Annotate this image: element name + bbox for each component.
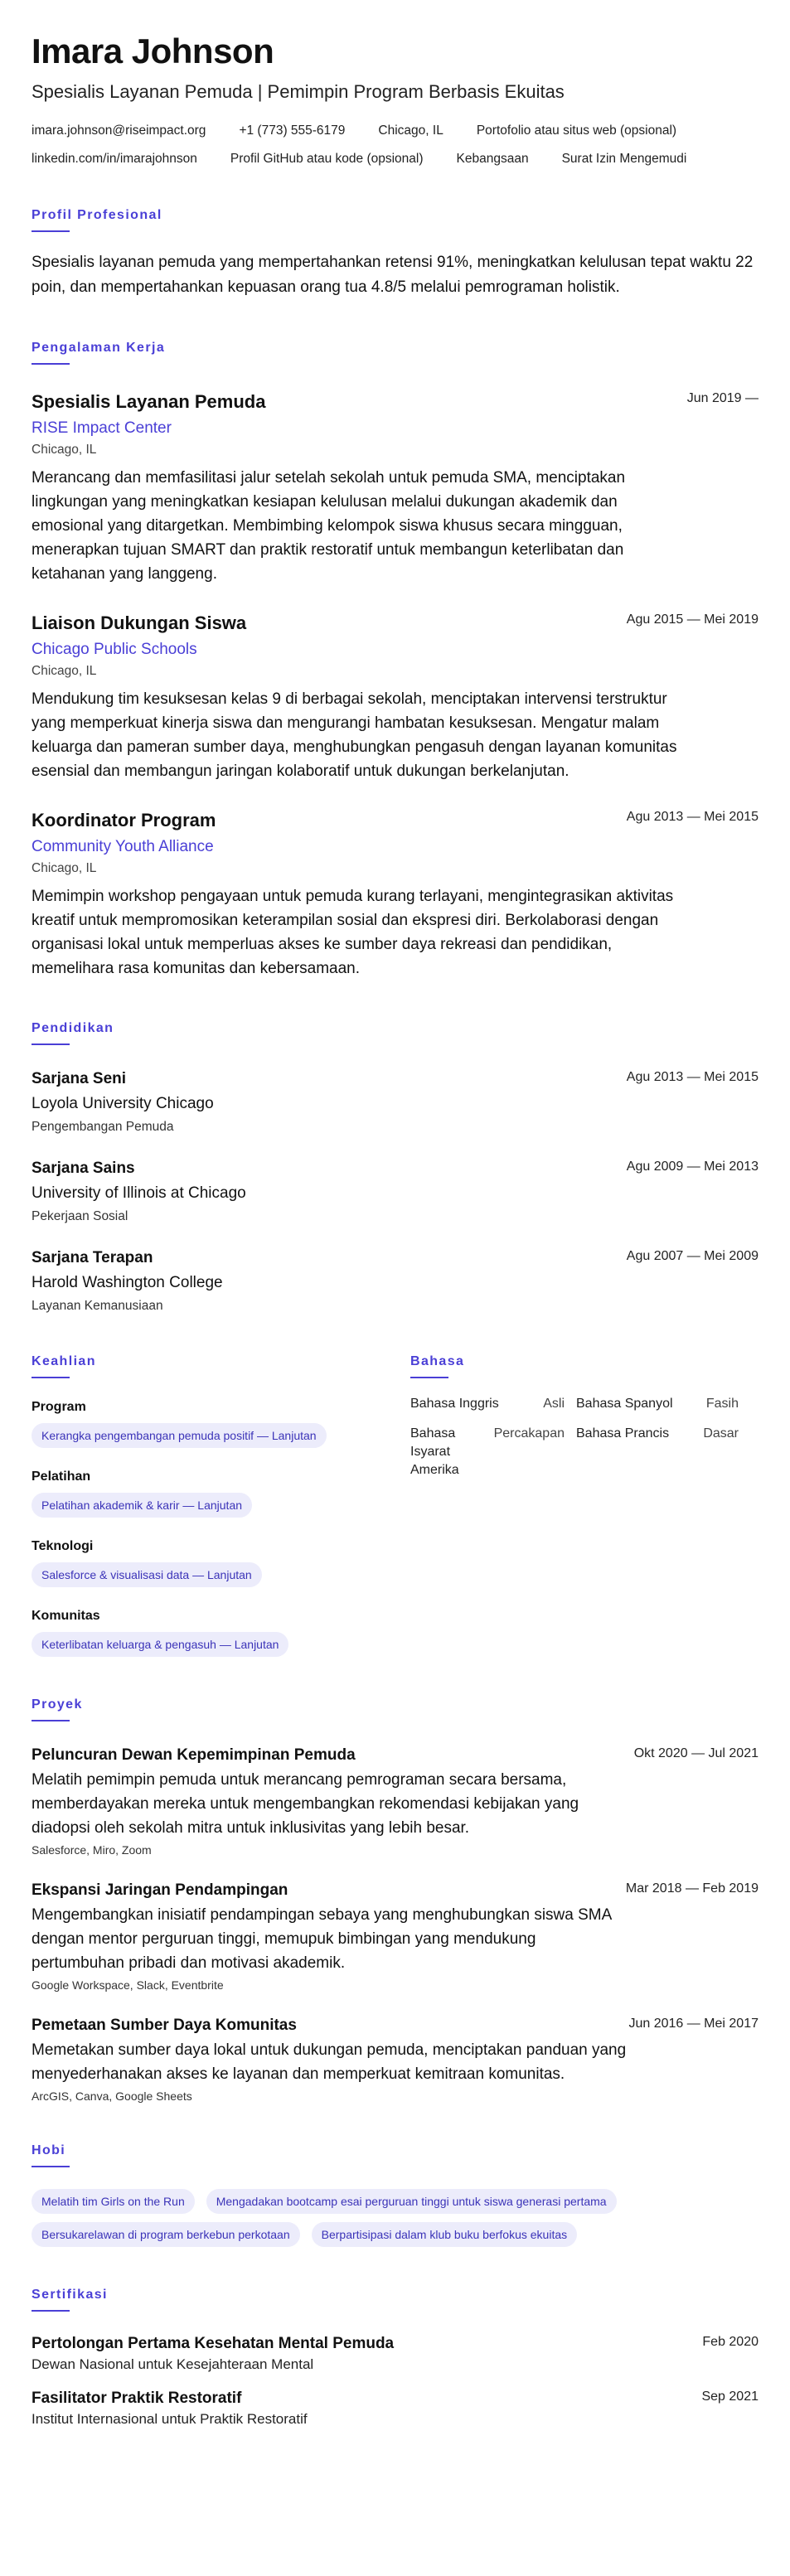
language-level: Fasih (705, 1397, 739, 1411)
skill-category: Pelatihan (32, 1470, 91, 1484)
language-level: Percakapan (493, 1426, 565, 1441)
skills-section (32, 1353, 410, 1657)
languages-section (410, 1353, 758, 1657)
education-date: Agu 2007 — Mei 2009 (626, 1249, 758, 1263)
education-field: Layanan Kemanusiaan (32, 1299, 163, 1313)
hobby-list (32, 2181, 711, 2247)
education-entry (32, 1068, 758, 1135)
language-item (410, 1395, 576, 1413)
project-date: Jun 2016 — Mei 2017 (628, 2017, 758, 2031)
education-date: Agu 2013 — Mei 2015 (626, 1070, 758, 1084)
section-divider (410, 1377, 448, 1378)
section-divider (32, 230, 70, 232)
certification-issuer: Dewan Nasional untuk Kesejahteraan Mental (32, 2356, 314, 2372)
certification-date: Feb 2020 (702, 2335, 758, 2349)
certification-date: Sep 2021 (701, 2390, 758, 2404)
section-divider (32, 363, 70, 365)
candidate-name: Imara Johnson (32, 31, 274, 70)
project-title: Ekspansi Jaringan Pendampingan (32, 1881, 288, 1899)
project-entry (32, 1880, 758, 1992)
section-title: Proyek (32, 1697, 83, 1712)
project-entry (32, 1745, 758, 1857)
section-divider (32, 1043, 70, 1045)
certification-issuer: Institut Internasional untuk Praktik Restoratif (32, 2411, 308, 2427)
project-description: Memetakan sumber daya lokal untuk dukungan pemuda, menciptakan panduan yang menyederhanakan akses ke layanan dan memperkuat kemitraan komunitas. (32, 2041, 627, 2083)
contact-portfolio[interactable]: Portofolio atau situs web (opsional) (476, 123, 677, 138)
project-description: Mengembangkan inisiatif pendampingan sebaya yang menghubungkan siswa SMA dengan mentor perguruan tinggi, memupuk bimbingan yang mendukung pertumbuhan pribadi dan motivasi akademik. (32, 1906, 612, 1972)
resume-header (32, 30, 758, 167)
section-title: Pengalaman Kerja (32, 341, 166, 355)
education-entry (32, 1158, 758, 1224)
skills-languages-row (32, 1353, 758, 1657)
certification-name: Pertolongan Pertama Kesehatan Mental Pemuda (32, 2335, 395, 2352)
skill-tag: Kerangka pengembangan pemuda positif — Lanjutan (32, 1423, 327, 1448)
section-divider (32, 1720, 70, 1721)
contact-license: Surat Izin Mengemudi (561, 152, 687, 166)
job-entry (32, 390, 758, 586)
contact-linkedin[interactable]: linkedin.com/in/imarajohnson (32, 152, 197, 166)
language-name: Bahasa Inggris (410, 1397, 499, 1411)
section-divider (32, 1377, 70, 1378)
job-description: Mendukung tim kesuksesan kelas 9 di berbagai sekolah, menciptakan intervensi terstruktur yang memperkuat kinerja siswa dan mengurangi hambatan kesuksesan. Mengatur malam keluarga dan pameran sumber daya, menghubungkan pengasuh dengan layanan komunitas esensial dan membangun jaringan kolaboratif untuk dukungan berkelanjutan. (32, 690, 677, 780)
job-organization: Community Youth Alliance (32, 838, 214, 855)
contact-list (32, 123, 758, 167)
language-item (576, 1425, 750, 1479)
job-organization: Chicago Public Schools (32, 641, 197, 658)
section-divider (32, 2166, 70, 2167)
section-title: Bahasa (410, 1354, 465, 1368)
skill-category: Program (32, 1400, 86, 1414)
hobbies-section (32, 2143, 758, 2247)
project-tools: Salesforce, Miro, Zoom (32, 1843, 152, 1857)
language-item (410, 1425, 576, 1479)
project-description: Melatih pemimpin pemuda untuk merancang pemrograman secara bersama, memberdayakan mereka untuk mengembangkan rekomendasi kebijakan yang diadopsi oleh sekolah mitra untuk inklusivitas yang lebih besar. (32, 1771, 579, 1837)
skill-category: Komunitas (32, 1609, 100, 1623)
job-description: Memimpin workshop pengayaan untuk pemuda kurang terlayani, mengintegrasikan aktivitas kreatif untuk mempromosikan keterampilan sosial dan ekspresi diri. Berkolaborasi dengan organisasi lokal untuk memperluas akses ke sumber daya rekreasi dan pendidikan, memelihara rasa komunitas dan kebersamaan. (32, 888, 674, 977)
certification-name: Fasilitator Praktik Restoratif (32, 2390, 242, 2407)
education-school: University of Illinois at Chicago (32, 1184, 246, 1202)
projects-section (32, 1697, 758, 2103)
language-list (410, 1395, 758, 1479)
job-location: Chicago, IL (32, 861, 97, 875)
education-field: Pengembangan Pemuda (32, 1120, 174, 1134)
skill-tag: Keterlibatan keluarga & pengasuh — Lanjutan (32, 1632, 288, 1657)
language-name: Bahasa Isyarat Amerika (410, 1426, 459, 1477)
project-date: Okt 2020 — Jul 2021 (633, 1746, 758, 1760)
job-entry (32, 808, 758, 981)
skill-category: Teknologi (32, 1539, 94, 1553)
education-school: Harold Washington College (32, 1274, 223, 1291)
job-title: Spesialis Layanan Pemuda (32, 391, 266, 412)
section-divider (32, 2310, 70, 2312)
candidate-headline: Spesialis Layanan Pemuda | Pemimpin Program Berbasis Ekuitas (32, 81, 565, 102)
education-date: Agu 2009 — Mei 2013 (626, 1160, 758, 1174)
job-title: Liaison Dukungan Siswa (32, 613, 247, 633)
job-date: Agu 2015 — Mei 2019 (626, 613, 758, 627)
project-title: Peluncuran Dewan Kepemimpinan Pemuda (32, 1746, 356, 1764)
section-title: Profil Profesional (32, 208, 162, 222)
job-title: Koordinator Program (32, 810, 216, 830)
language-name: Bahasa Prancis (576, 1426, 670, 1441)
section-title: Keahlian (32, 1354, 96, 1368)
education-field: Pekerjaan Sosial (32, 1209, 128, 1223)
hobby-tag: Bersukarelawan di program berkebun perkotaan (32, 2222, 300, 2247)
hobby-tag: Berpartisipasi dalam klub buku berfokus ekuitas (312, 2222, 578, 2247)
job-description: Merancang dan memfasilitasi jalur setelah sekolah untuk pemuda SMA, menciptakan lingkungan yang meningkatkan kesiapan kelulusan melalui dukungan akademik dan emosional yang ditargetkan. Membimbing kelompok siswa khusus secara mingguan, menerapkan tujuan SMART dan praktik restoratif untuk membangun keterlibatan dan ketahanan yang langgeng. (32, 469, 626, 583)
certification-entry (32, 2333, 758, 2373)
project-tools: Google Workspace, Slack, Eventbrite (32, 1978, 224, 1992)
project-tools: ArcGIS, Canva, Google Sheets (32, 2089, 192, 2103)
hobby-tag: Melatih tim Girls on the Run (32, 2189, 195, 2214)
job-location: Chicago, IL (32, 443, 97, 457)
project-title: Pemetaan Sumber Daya Komunitas (32, 2017, 297, 2034)
contact-location: Chicago, IL (378, 123, 443, 138)
section-title: Pendidikan (32, 1021, 114, 1035)
education-section (32, 1020, 758, 1314)
job-location: Chicago, IL (32, 664, 97, 678)
job-organization: RISE Impact Center (32, 419, 172, 437)
contact-nationality: Kebangsaan (456, 152, 529, 166)
profile-summary: Spesialis layanan pemuda yang mempertahankan retensi 91%, meningkatkan kelulusan tepat waktu 22 poin, dan mempertahankan kepuasan orang tua 4.8/5 melalui pemrograman holistik. (32, 254, 754, 296)
education-degree: Sarjana Terapan (32, 1249, 153, 1266)
job-entry (32, 611, 758, 783)
experience-section (32, 340, 758, 981)
project-date: Mar 2018 — Feb 2019 (625, 1881, 758, 1896)
section-title: Sertifikasi (32, 2288, 108, 2302)
contact-github[interactable]: Profil GitHub atau kode (opsional) (230, 152, 424, 166)
contact-phone[interactable]: +1 (773) 555-6179 (239, 123, 346, 138)
section-title: Hobi (32, 2143, 66, 2157)
certifications-section (32, 2287, 758, 2428)
education-entry (32, 1247, 758, 1314)
education-degree: Sarjana Sains (32, 1160, 135, 1177)
education-degree: Sarjana Seni (32, 1070, 127, 1087)
language-item (576, 1395, 750, 1413)
profile-section (32, 207, 758, 300)
language-level: Dasar (703, 1426, 739, 1441)
job-date: Jun 2019 — (686, 391, 758, 405)
skill-tag: Salesforce & visualisasi data — Lanjutan (32, 1562, 262, 1587)
education-school: Loyola University Chicago (32, 1095, 214, 1112)
contact-email[interactable]: imara.johnson@riseimpact.org (32, 123, 206, 138)
language-level: Asli (543, 1397, 565, 1411)
skill-tag: Pelatihan akademik & karir — Lanjutan (32, 1493, 252, 1518)
job-date: Agu 2013 — Mei 2015 (626, 810, 758, 824)
hobby-tag: Mengadakan bootcamp esai perguruan tinggi untuk siswa generasi pertama (206, 2189, 617, 2214)
project-entry (32, 2015, 758, 2103)
certification-entry (32, 2388, 758, 2428)
language-name: Bahasa Spanyol (576, 1397, 673, 1411)
